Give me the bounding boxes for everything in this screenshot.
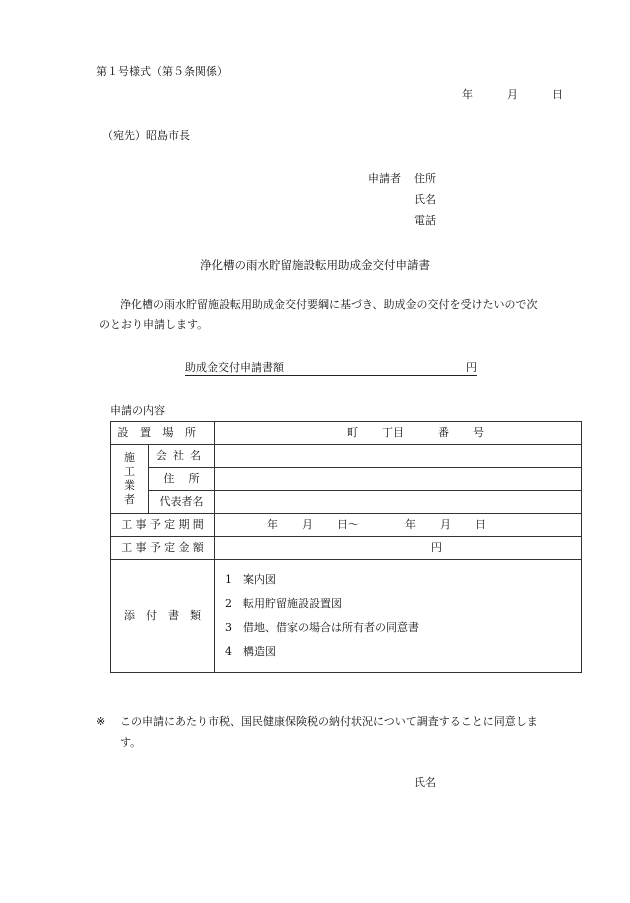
amount-unit: 円 [466,361,477,374]
applicant-address-label: 住所 [414,172,436,185]
period-label: 工事予定期間 [111,514,215,537]
body-line-1: 浄化槽の雨水貯留施設転用助成金交付要綱に基づき、助成金の交付を受けたいので次 [120,298,538,311]
attachment-item [225,616,581,640]
period-year: 年 [267,518,279,531]
applicant-phone-label: 電話 [414,214,436,227]
addressee: （宛先）昭島市長 [102,129,190,142]
attachment-item [225,592,581,616]
cost-field[interactable] [215,537,582,560]
period-year2: 年 [405,518,417,531]
date-line [462,88,563,102]
representative-label: 代表者名 [149,491,215,514]
location-town: 町 [347,426,359,439]
location-go: 号 [473,426,485,439]
contractor-label-line1: 施工 [123,451,142,478]
cost-unit: 円 [431,541,443,554]
attachment-number: 2 [225,597,233,610]
period-field[interactable] [215,514,582,537]
form-number: 第１号様式（第５条関係） [96,65,228,78]
company-field[interactable] [215,445,582,468]
row-attachments [111,560,582,673]
row-contractor-address [111,468,582,491]
date-day-label: 日 [552,88,563,101]
consent-line-1: この申請にあたり市税、国民健康保険税の納付状況について調査することに同意しま [120,715,538,728]
attachment-item [225,640,581,664]
section-title: 申請の内容 [110,404,165,417]
contractor-label-line2: 業者 [123,479,142,506]
company-label: 会社名 [149,445,215,468]
date-year-label: 年 [462,88,473,101]
attachments-label: 添付書類 [111,560,215,673]
applicant-role-label: 申請者 [368,172,401,185]
attachments-list [215,560,582,673]
consent-line-2: す。 [120,736,142,749]
contractor-address-label: 住所 [149,468,215,491]
attachment-number: 1 [225,573,233,586]
location-field[interactable] [215,422,582,445]
period-day2: 日 [475,518,487,531]
signature-name-label: 氏名 [414,776,436,789]
consent-mark: ※ [96,715,106,728]
amount-label: 助成金交付申請書額 [185,361,284,374]
attachment-number: 4 [225,645,233,658]
period-day-tilde: 日～ [337,518,360,531]
attachment-text: 案内図 [243,573,277,586]
body-line-2: のとおり申請します。 [99,318,209,331]
row-representative [111,491,582,514]
attachment-text: 転用貯留施設設置図 [243,597,343,610]
location-label: 設置場所 [111,422,215,445]
row-company [111,445,582,468]
cost-label: 工事予定金額 [111,537,215,560]
row-location [111,422,582,445]
contractor-address-field[interactable] [215,468,582,491]
location-ban: 番 [438,426,450,439]
attachment-number: 3 [225,621,233,634]
row-period [111,514,582,537]
location-chome: 丁目 [382,426,405,439]
application-table [110,421,582,673]
date-month-label: 月 [507,88,518,101]
attachment-text: 借地、借家の場合は所有者の同意書 [243,621,420,634]
applicant-name-label: 氏名 [414,193,436,206]
representative-field[interactable] [215,491,582,514]
period-month: 月 [302,518,314,531]
document-title: 浄化槽の雨水貯留施設転用助成金交付申請書 [200,258,430,272]
attachment-item [225,568,581,592]
contractor-label [111,445,149,514]
period-month2: 月 [440,518,452,531]
row-cost [111,537,582,560]
attachment-text: 構造図 [243,645,277,658]
amount-field[interactable] [185,361,477,376]
